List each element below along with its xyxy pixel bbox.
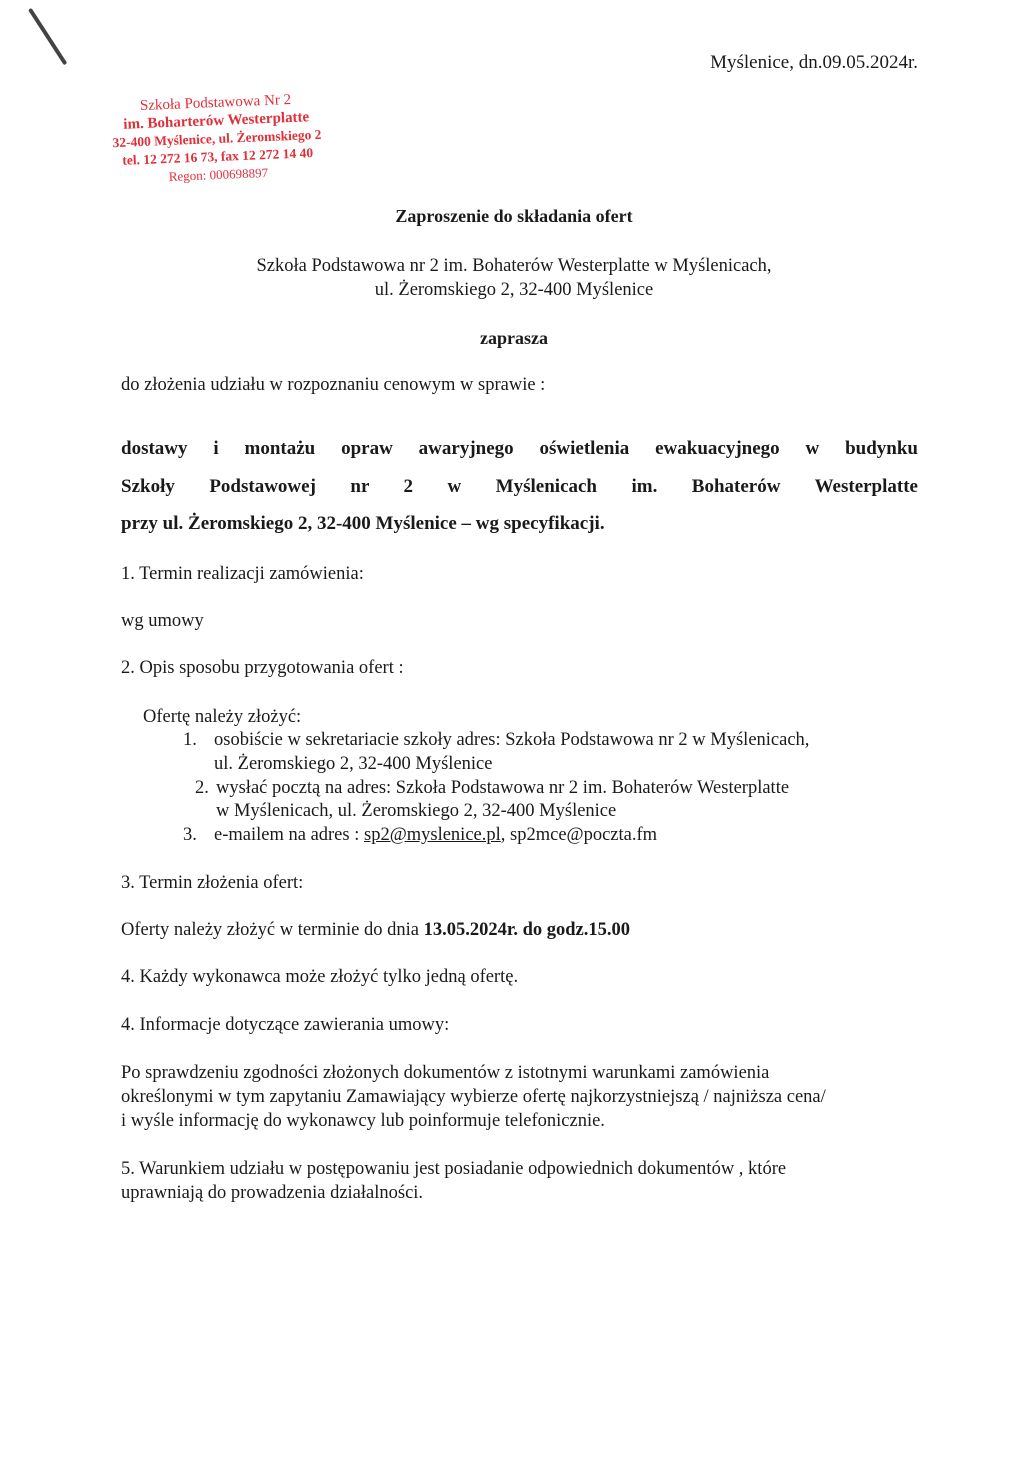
section1-heading: 1. Termin realizacji zamówienia:	[121, 564, 364, 584]
stamp-line-3: 32-400 Myślenice, ul. Żeromskiego 2	[112, 126, 322, 151]
section4b-line-1: Po sprawdzeniu zgodności złożonych dokumentów z istotnymi warunkami zamówienia	[121, 1063, 770, 1083]
list-item-2-num: 2.	[195, 778, 209, 798]
deadline-date: 13.05.2024r. do godz.15.00	[423, 920, 630, 940]
list-item-2-line-2: w Myślenicach, ul. Żeromskiego 2, 32-400 Myślenice	[216, 801, 617, 821]
section4a-text: 4. Każdy wykonawca może złożyć tylko jedną ofertę.	[121, 967, 519, 987]
section3-heading: 3. Termin złożenia ofert:	[121, 873, 304, 893]
stamp-line-4: tel. 12 272 16 73, fax 12 272 14 40	[122, 145, 314, 168]
subject-line-2: Szkoły Podstawowej nr 2 w Myślenicach im. Bohaterów Westerplatte	[121, 475, 918, 497]
section4b-line-3: i wyśle informację do wykonawcy lub poinformuje telefonicznie.	[121, 1111, 605, 1131]
list-item-3-num: 3.	[183, 825, 197, 845]
list-item-1-line-1: osobiście w sekretariacie szkoły adres: Szkoła Podstawowa nr 2 w Myślenicach,	[214, 730, 810, 750]
subject-line-1: dostawy i montażu opraw awaryjnego oświetlenia ewakuacyjnego w budynku	[121, 438, 918, 459]
subject-line-3: przy ul. Żeromskiego 2, 32-400 Myślenice – wg specyfikacji.	[121, 513, 605, 534]
section2-lead: Ofertę należy złożyć:	[143, 707, 302, 727]
list-item-3	[214, 825, 657, 846]
date-line: Myślenice, dn.09.05.2024r.	[710, 52, 918, 73]
section4b-heading: 4. Informacje dotyczące zawierania umowy:	[121, 1015, 450, 1035]
section3-body-text: Oferty należy złożyć w terminie do dnia	[121, 920, 424, 940]
list-item-1-num: 1.	[183, 730, 197, 750]
invites-heading: zaprasza	[480, 328, 548, 348]
section1-body: wg umowy	[121, 611, 204, 631]
section4b-line-2: określonymi w tym zapytaniu Zamawiający wybierze ofertę najkorzystniejszą / najniższa cena/	[121, 1087, 826, 1107]
subject-paragraph	[121, 430, 918, 543]
stamp-line-5: Regon: 000698897	[168, 164, 269, 184]
institution-line-2: ul. Żeromskiego 2, 32-400 Myślenice	[374, 280, 654, 300]
stamp-line-2: im. Boharterów Westerplatte	[123, 109, 310, 133]
section3-body	[121, 920, 630, 941]
scan-pen-mark	[28, 8, 67, 66]
section5-paragraph	[121, 1157, 921, 1205]
stamp-line-1: Szkoła Podstawowa Nr 2	[139, 92, 292, 115]
intro-text: do złożenia udziału w rozpoznaniu cenowym w sprawie :	[121, 375, 546, 395]
section4b-paragraph	[121, 1061, 921, 1133]
section5-line-1: 5. Warunkiem udziału w postępowaniu jest posiadanie odpowiednich dokumentów , które	[121, 1159, 787, 1179]
email-link-1[interactable]: sp2@myslenice.pl	[364, 825, 501, 845]
list-item-1-line-2: ul. Żeromskiego 2, 32-400 Myślenice	[214, 754, 493, 774]
email-prefix: e-mailem na adres :	[214, 825, 364, 845]
list-item-2-line-1: wysłać pocztą na adres: Szkoła Podstawowa nr 2 im. Bohaterów Westerplatte	[216, 778, 790, 798]
section2-heading: 2. Opis sposobu przygotowania ofert :	[121, 658, 404, 678]
email-2: sp2mce@poczta.fm	[510, 825, 658, 845]
document-title: Zaproszenie do składania ofert	[395, 206, 633, 226]
section5-line-2: uprawniają do prowadzenia działalności.	[121, 1183, 424, 1203]
email-separator: ,	[500, 825, 511, 845]
school-stamp	[90, 89, 343, 189]
institution-line-1: Szkoła Podstawowa nr 2 im. Bohaterów Westerplatte w Myślenicach,	[256, 256, 772, 276]
